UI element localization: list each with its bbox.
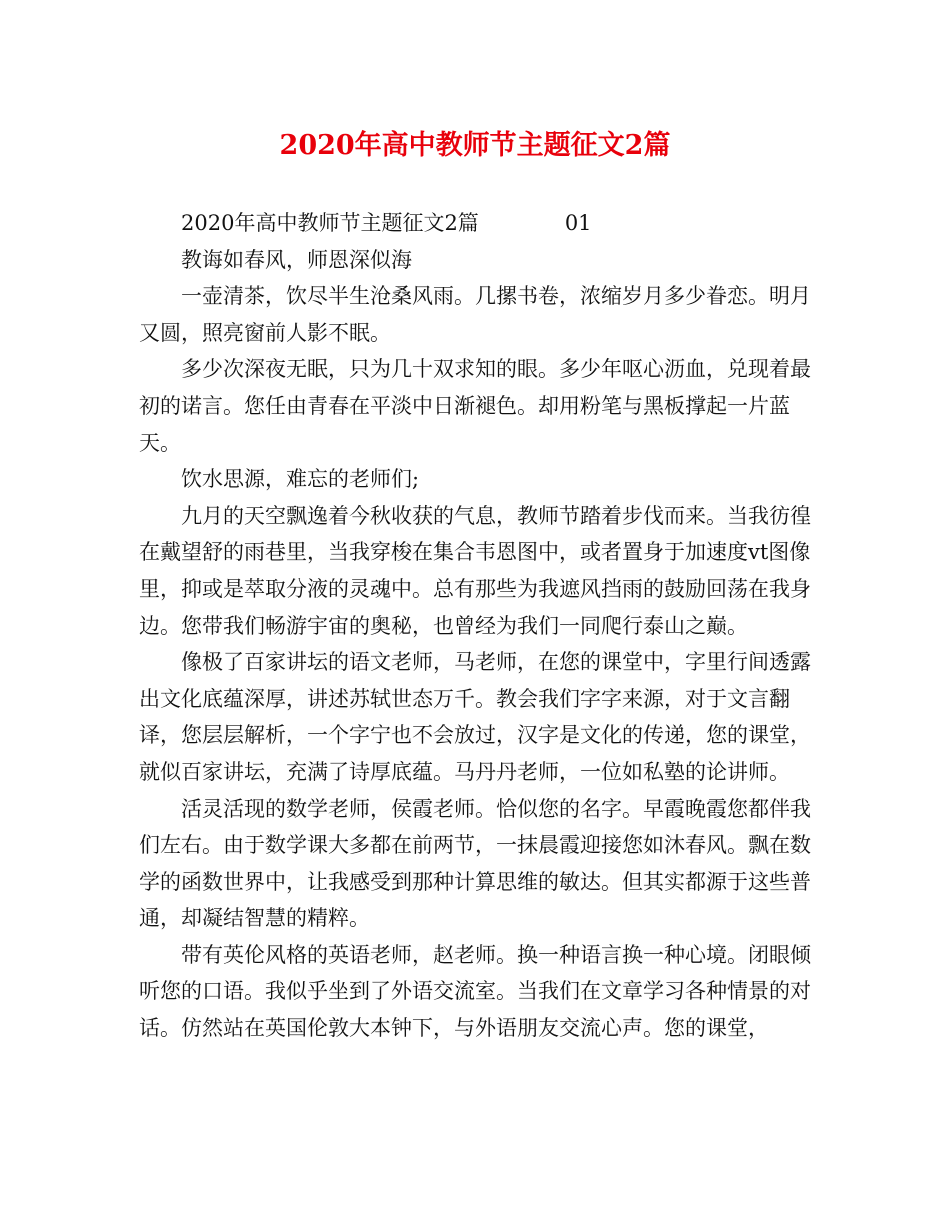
paragraph: 像极了百家讲坛的语文老师，马老师，在您的课堂中，字里行间透露出文化底蕴深厚，讲述苏轼世态万千。教会我们字字来源，对于文言翻译，您层层解析，一个字宁也不会放过，汉字是文化的传递，您的课堂，就似百家讲坛，充满了诗厚底蕴。马丹丹老师，一位如私塾的论讲师。 <box>139 650 811 784</box>
paragraph: 教诲如春风，师恩深似海 <box>181 247 412 272</box>
paragraph: 多少次深夜无眠，只为几十双求知的眼。多少年呕心沥血，兑现着最初的诺言。您任由青春在平淡中日渐褪色。却用粉笔与黑板撑起一片蓝天。 <box>139 357 811 455</box>
section-heading <box>139 205 819 242</box>
section-heading-text: 2020年高中教师节主题征文2篇 <box>181 211 479 235</box>
paragraph: 一壶清茶，饮尽半生沧桑风雨。几摞书卷，浓缩岁月多少眷恋。明月又圆，照亮窗前人影不眠。 <box>139 284 811 345</box>
document-title: 2020年高中教师节主题征文2篇 <box>279 130 671 161</box>
section-number: 01 <box>564 211 592 235</box>
paragraph: 九月的天空飘逸着今秋收获的气息，教师节踏着步伐而来。当我彷徨在戴望舒的雨巷里，当我穿梭在集合韦恩图中，或者置身于加速度vt图像里，抑或是萃取分液的灵魂中。总有那些为我遮风挡雨的鼓励回荡在我身边。您带我们畅游宇宙的奥秘，也曾经为我们一同爬行泰山之巅。 <box>139 503 811 638</box>
paragraph: 带有英伦风格的英语老师，赵老师。换一种语言换一种心境。闭眼倾听您的口语。我似乎坐到了外语交流室。当我们在文章学习各种情景的对话。仿然站在英国伦敦大本钟下，与外语朋友交流心声。您的课堂， <box>139 942 811 1041</box>
document-body <box>139 205 819 1047</box>
paragraph: 活灵活现的数学老师，侯霞老师。恰似您的名字。早霞晚霞您都伴我们左右。由于数学课大多都在前两节，一抹晨霞迎接您如沐春风。飘在数学的函数世界中，让我感受到那种计算思维的敏达。但其实都源于这些普通，却凝结智慧的精粹。 <box>139 796 811 931</box>
paragraph: 饮水思源，难忘的老师们; <box>181 467 420 492</box>
